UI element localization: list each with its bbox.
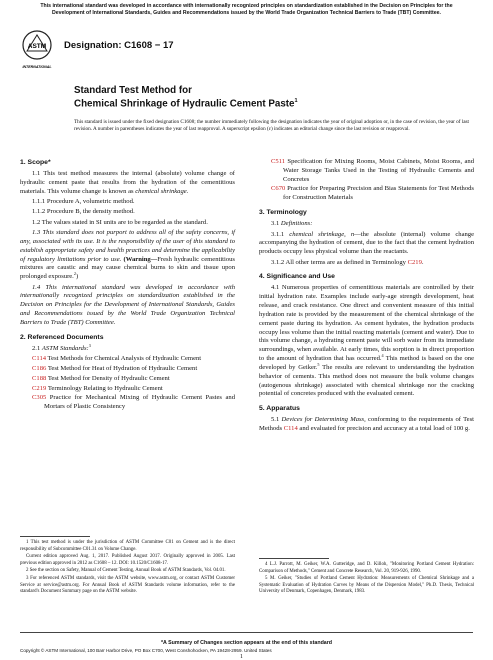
para-2-1: 2.1 ASTM Standards:$^3$ — [32, 342, 91, 352]
copyright-line: Copyright © ASTM International, 100 Barr Harbor Drive, PO Box C700, West Conshohocken, PA 19428-2959. United States — [20, 648, 272, 653]
section-heading-terminology: 3. Terminology — [259, 209, 307, 217]
footnote-1-edition: Current edition approved Aug. 1, 2017. Published August 2017. Originally approved in 2005. Last previous edition approved in 2012 as C1608 – 12. DOI: 10.1520/C1608-17. — [20, 554, 235, 566]
left-column — [20, 158, 235, 413]
para-3-1-2: 3.1.2 All other terms are as defined in Terminology C219. — [271, 258, 424, 266]
ref-item-c219: C219 Terminology Relating to Hydraulic Cement — [32, 384, 163, 392]
section-heading-scope: 1. Scope* — [20, 159, 51, 166]
para-1-4: 1.4 This international standard was developed in accordance with internationally recognized principles on standardization established in the Decision on Principles for the Development of International Standards, Guides and Recommendations issued by the World Trade Organization Technical Barriers to Trade (TBT) Committee. — [20, 283, 235, 326]
footnote-1: 1 This test method is under the jurisdiction of ASTM Committee C01 on Cement and is the direct responsibility of Subcommittee C01.31 on Volume Change. — [20, 540, 235, 552]
footnotes-right — [259, 562, 474, 597]
title-line-2: Chemical Shrinkage of Hydraulic Cement Paste$^1$ — [74, 97, 298, 109]
ref-link-c186[interactable]: C186 — [32, 364, 47, 372]
para-5-1: 5.1 Devices for Determining Mass, conforming to the requirements of Test Methods C114 and evaluated for precision and accuracy at a total load of 100 g. — [259, 416, 475, 433]
footnote-5: 5 M. Geiker, "Studies of Portland Cement Hydration: Measurements of Chemical Shrinkage and a Systematic Evaluation of Hydration Curves by Means of the Dispersion Model," Ph.D. Thesis, Technical University of Denmark, Copenhagen, Denmark, 1983. — [259, 576, 474, 595]
para-3-1-1: 3.1.1 chemical shrinkage, n—the absolute (internal) volume change accompanying the hydration of cement, due to the fact that the cement hydration products occupy less physical volume than the reactants. — [259, 230, 475, 256]
ref-link-c511[interactable]: C511 — [271, 158, 286, 165]
ref-link-c219-inline[interactable]: C219 — [407, 258, 422, 266]
footer-rule — [20, 632, 473, 633]
right-column — [259, 158, 474, 435]
summary-of-changes-note: *A Summary of Changes section appears at the end of this standard — [160, 640, 333, 646]
section-heading-apparatus: 5. Apparatus — [259, 405, 300, 413]
para-4-1: 4.1 Numerous properties of cementitious materials are controlled by their initial hydration rate. Examples include early-age strength development, heat release, and crack resistance. One direct and convenient measure of this initial hydration rate is provided by the measurement of the chemical shrinkage of the cement paste during its hydration. As cement hydrates, the hydration products occupy less volume than the initial reacting materials (cement and water). Due to this volume change, a hydrating cement paste will sorb water from its immediate surroundings, when available. At early times, this sorption is in direct proportion to the amount of hydration that has occurred.$^4$ This method is based on the one developed by Geiker.$^5$ The results are relevant to understanding the hydration behavior of cements. This method does not measure the bulk volume changes (autogenous shrinkage) associated with chemical shrinkage nor the cracking potential of concretes produced with the evaluated cement. — [259, 284, 474, 398]
ref-item-c114: C114 Test Methods for Chemical Analysis of Hydraulic Cement — [32, 355, 202, 363]
ref-link-c114[interactable]: C114 — [32, 355, 47, 363]
page-number: 1 — [240, 654, 243, 660]
logo-text-bottom: INTERNATIONAL — [22, 65, 52, 69]
footnote-rule-left — [20, 536, 90, 537]
footnote-3: 3 For referenced ASTM standards, visit the ASTM website, www.astm.org, or contact ASTM Customer Service at service@astm.org. For Annual Book of ASTM Standards volume information, refer to the standard's Document Summary page on the ASTM website. — [20, 576, 235, 595]
ref-item-c186: C186 Test Method for Heat of Hydration of Hydraulic Cement — [32, 364, 198, 372]
astm-logo-icon — [20, 28, 54, 74]
designation: Designation: C1608 − 17 — [64, 40, 174, 51]
para-1-2: 1.2 The values stated in SI units are to be regarded as the standard. — [32, 218, 208, 226]
para-1-1-2: 1.1.2 Procedure B, the density method. — [32, 208, 135, 216]
section-heading-significance: 4. Significance and Use — [259, 273, 335, 281]
para-1-1: 1.1 This test method measures the internal (absolute) volume change of hydraulic cement paste that results from the hydration of the cementitious materials. This volume change is known as chemical shrinkage. — [20, 170, 235, 195]
ref-item-c188: C188 Test Method for Density of Hydraulic Cement — [32, 374, 170, 382]
issue-statement: This standard is issued under the fixed designation C1608; the number immediately following the designation indicates the year of original adoption or, in the case of revision, the year of last revision. A number in parentheses indicates the year of last reapproval. A superscript epsilon (ε) indicates an editorial change since the last revision or reapproval. — [74, 119, 469, 133]
ref-item-c670: C670 Practice for Preparing Precision and Bias Statements for Test Methods for Construction Materials — [271, 185, 474, 202]
footnotes-left — [20, 540, 235, 597]
ref-item-c305: C305 Practice for Mechanical Mixing of Hydraulic Cement Pastes and Mortars of Plastic Consistency — [32, 394, 235, 411]
ref-link-c305[interactable]: C305 — [32, 394, 47, 402]
logo-text-top: ASTM — [27, 43, 47, 50]
ref-link-c670[interactable]: C670 — [271, 185, 286, 193]
title-line-1: Standard Test Method for — [74, 85, 192, 96]
footnote-2: 2 See the section on Safety, Manual of Cement Testing, Annual Book of ASTM Standards, Vol. 04.01. — [26, 568, 226, 574]
ref-link-c114-inline[interactable]: C114 — [283, 425, 298, 433]
ref-link-c188[interactable]: C188 — [32, 374, 47, 382]
section-heading-references: 2. Referenced Documents — [20, 333, 104, 341]
footnote-rule-right — [259, 558, 329, 559]
tbt-notice: This international standard was developed in accordance with internationally recognized principles on standardization established in the Decision on Principles for the Development of International Standards, Guides and Recommendations issued by the World Trade Organization Technical Barriers to Trade (TBT) Committee. — [40, 3, 453, 16]
ref-item-c511: C511 Specification for Mixing Rooms, Moist Cabinets, Moist Rooms, and Water Storage Tanks Used in the Testing of Hydraulic Cements and Concretes — [271, 158, 474, 183]
para-3-1: 3.1 Definitions: — [271, 220, 313, 228]
para-1-1-1: 1.1.1 Procedure A, volumetric method. — [32, 198, 135, 206]
ref-link-c219[interactable]: C219 — [32, 384, 47, 392]
document-title — [74, 85, 474, 111]
para-1-3: 1.3 This standard does not purport to address all of the safety concerns, if any, associated with its use. It is the responsibility of the user of this standard to establish appropriate safety and health practices and determine the applicability of regulatory limitations prior to use. (Warning—Fresh hydraulic cementitious mixtures are caustic and may cause chemical burns to skin and tissue upon prolonged exposure.$^2$) — [20, 229, 235, 281]
footnote-4: 4 L.J. Parrott, M. Geiker, W.A. Gutteridge, and D. Killoh, "Monitoring Portland Cement Hydration: Comparison of Methods," Cement and Concrete Research, Vol. 20, 919-926, 1990. — [259, 562, 474, 574]
